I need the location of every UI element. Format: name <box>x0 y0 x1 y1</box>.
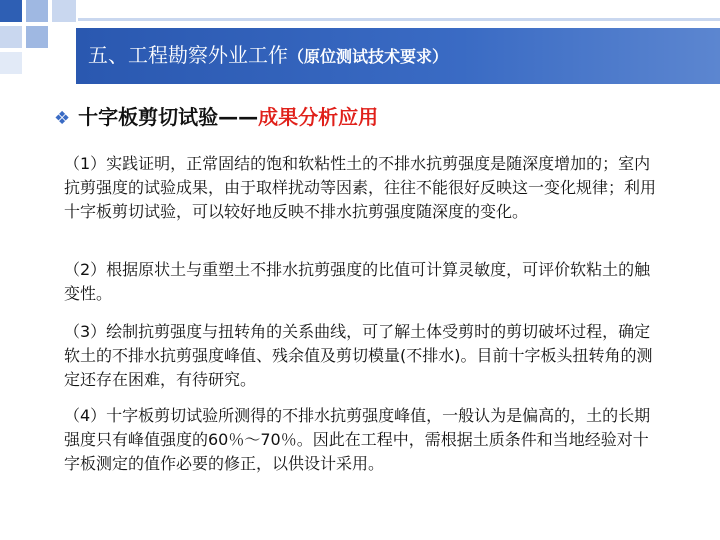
decor-square <box>0 52 22 74</box>
decor-square <box>52 0 76 22</box>
decor-square <box>0 0 22 22</box>
decor-line <box>78 18 720 21</box>
paragraph-1: （1）实践证明，正常固结的饱和软粘性土的不排水抗剪强度是随深度增加的；室内抗剪强度的试验成果，由于取样扰动等因素，往往不能很好反映这一变化规律；利用十字板剪切试验，可以较好地反映不排水抗剪强度随深度的变化。 <box>64 154 657 221</box>
section-heading-main: 十字板剪切试验—— <box>78 105 259 129</box>
paragraph-3: （3）绘制抗剪强度与扭转角的关系曲线，可了解土体受剪时的剪切破坏过程，确定软土的不排水抗剪强度峰值、残余值及剪切模量(不排水)。目前十字板头扭转角的测定还存在困难，有待研究。 <box>64 322 653 389</box>
slide-title <box>88 40 448 72</box>
decor-square <box>26 26 48 48</box>
paragraph-4: （4）十字板剪切试验所测得的不排水抗剪强度峰值，一般认为是偏高的，土的长期强度只有峰值强度的60％～70％。因此在工程中，需根据土质条件和当地经验对十字板测定的值作必要的修正，以供设计采用。 <box>64 406 651 473</box>
decor-square <box>26 0 48 22</box>
decor-square <box>0 26 22 48</box>
diamond-bullet-icon: ❖ <box>54 108 71 129</box>
slide-title-main: 五、工程勘察外业工作 <box>88 43 288 67</box>
section-heading-accent: 成果分析应用 <box>258 105 379 129</box>
slide-title-sub: （原位测试技术要求） <box>288 47 449 66</box>
section-heading <box>54 100 378 134</box>
paragraph-2: （2）根据原状土与重塑土不排水抗剪强度的比值可计算灵敏度，可评价软粘土的触变性。 <box>64 260 651 303</box>
